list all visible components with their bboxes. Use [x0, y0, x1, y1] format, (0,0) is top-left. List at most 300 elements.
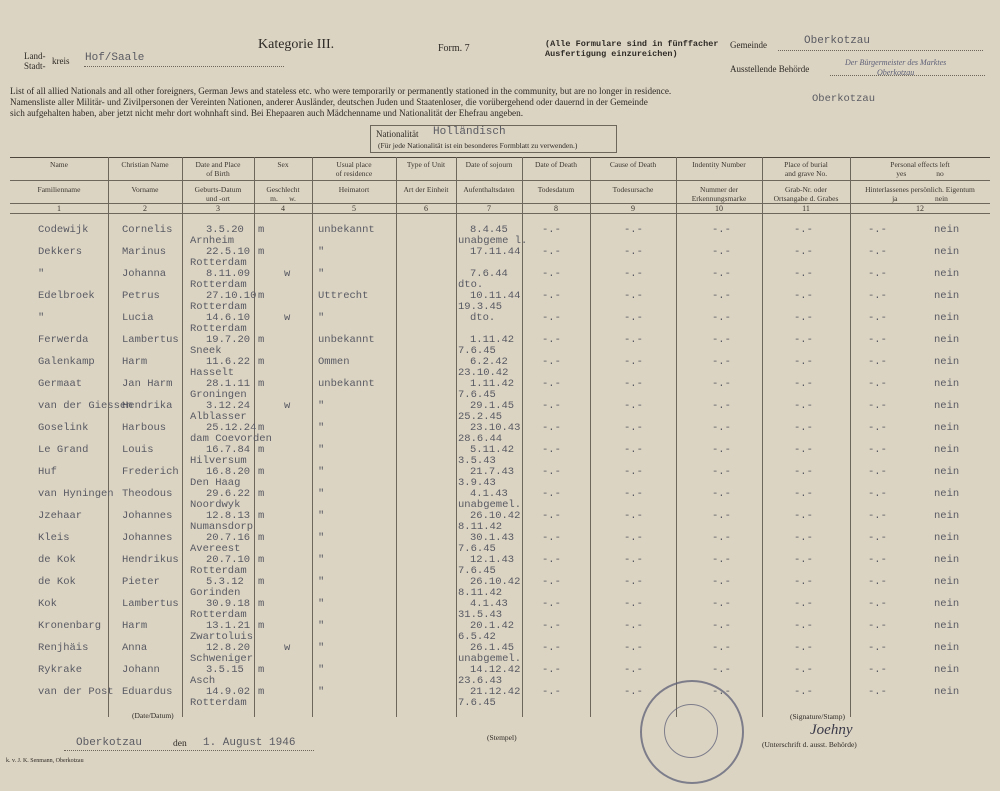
death-date: -.- [542, 422, 561, 434]
effects-no: nein [934, 356, 960, 368]
sojourn-date: 26.10.42 [470, 576, 521, 588]
death-cause: -.- [624, 510, 643, 522]
sojourn-date: 23.10.43 [470, 422, 521, 434]
sex-female: w [284, 642, 291, 654]
official-seal-icon [640, 680, 744, 784]
sojourn-date-end: dto. [458, 279, 484, 291]
column-number: 1 [57, 204, 61, 213]
first-name: Harbous [122, 422, 167, 434]
behoerde-label: Ausstellende Behörde [730, 64, 810, 74]
death-date: -.- [542, 532, 561, 544]
sojourn-date: 14.12.42 [470, 664, 521, 676]
effects-no: nein [934, 686, 960, 698]
first-name: Pieter [122, 576, 160, 588]
home-place: " [318, 312, 325, 324]
effects-no: nein [934, 576, 960, 588]
effects-yes: -.- [868, 466, 887, 478]
effects-yes: -.- [868, 576, 887, 588]
birth-date: 12.8.13 [206, 510, 251, 522]
birth-date: 3.5.20 [206, 224, 244, 236]
first-name: Lambertus [122, 334, 179, 346]
birth-place: Den Haag [190, 477, 241, 489]
column-rule [850, 157, 851, 717]
death-cause: -.- [624, 444, 643, 456]
sojourn-date-end: 7.6.45 [458, 389, 496, 401]
column-rule [108, 157, 109, 717]
birth-place: dam Coevorden [190, 433, 272, 445]
effects-no: nein [934, 554, 960, 566]
grave-place: -.- [794, 554, 813, 566]
sojourn-date: 8.4.45 [470, 224, 508, 236]
identity-number: -.- [712, 246, 731, 258]
effects-no: nein [934, 334, 960, 346]
home-place: " [318, 554, 325, 566]
birth-place: Rotterdam [190, 565, 247, 577]
effects-yes: -.- [868, 554, 887, 566]
gemeinde-label: Gemeinde [730, 40, 767, 50]
effects-yes: -.- [868, 620, 887, 632]
first-name: Eduardus [122, 686, 173, 698]
sojourn-date: 4.1.43 [470, 598, 508, 610]
column-header-en: Date and Place of Birth [195, 160, 241, 178]
effects-no: nein [934, 664, 960, 676]
column-header-de: Aufenthaltsdaten [463, 185, 515, 194]
home-place: " [318, 400, 325, 412]
sojourn-date-end: 8.11.42 [458, 521, 503, 533]
column-header-en: Personal effects left yes no [890, 160, 950, 178]
column-number: 2 [143, 204, 147, 213]
column-header-en: Place of burial and grave No. [784, 160, 828, 178]
sojourn-date: 5.11.42 [470, 444, 515, 456]
birth-date: 19.7.20 [206, 334, 251, 346]
birth-place: Rotterdam [190, 697, 247, 709]
effects-no: nein [934, 642, 960, 654]
death-date: -.- [542, 246, 561, 258]
birth-place: Rotterdam [190, 279, 247, 291]
grave-place: -.- [794, 224, 813, 236]
sojourn-date-end: 23.10.42 [458, 367, 509, 379]
column-number: 9 [631, 204, 635, 213]
sex-male: m [258, 510, 265, 522]
birth-date: 11.6.22 [206, 356, 251, 368]
birth-place: Zwartoluis [190, 631, 254, 643]
first-name: Cornelis [122, 224, 173, 236]
sojourn-date: 4.1.43 [470, 488, 508, 500]
grave-place: -.- [794, 400, 813, 412]
identity-number: -.- [712, 620, 731, 632]
sojourn-date-end: 19.3.45 [458, 301, 503, 313]
sojourn-date-end: unabgemel. [458, 499, 522, 511]
signature-de-label: (Unterschrift d. ausst. Behörde) [762, 740, 857, 749]
grave-place: -.- [794, 642, 813, 654]
sojourn-date: 26.1.45 [470, 642, 515, 654]
column-number: 12 [916, 204, 924, 213]
first-name: Petrus [122, 290, 160, 302]
identity-number: -.- [712, 444, 731, 456]
death-date: -.- [542, 642, 561, 654]
death-date: -.- [542, 488, 561, 500]
death-cause: -.- [624, 268, 643, 280]
column-header-de: Vorname [131, 185, 159, 194]
sex-male: m [258, 466, 265, 478]
identity-number: -.- [712, 598, 731, 610]
column-number: 3 [216, 204, 220, 213]
behoerde-value-2: Oberkotzau [876, 68, 915, 77]
birth-place: Rotterdam [190, 257, 247, 269]
family-name: van Hyningen [38, 488, 114, 500]
death-cause: -.- [624, 686, 643, 698]
sex-male: m [258, 224, 265, 236]
family-name: Huf [38, 466, 57, 478]
identity-number: -.- [712, 554, 731, 566]
home-place: unbekannt [318, 378, 375, 390]
death-cause: -.- [624, 312, 643, 324]
effects-no: nein [934, 224, 960, 236]
identity-number: -.- [712, 224, 731, 236]
sojourn-date: 30.1.43 [470, 532, 515, 544]
grave-place: -.- [794, 268, 813, 280]
column-header-en: Type of Unit [406, 160, 446, 169]
first-name: Harm [122, 620, 148, 632]
family-name: Jzehaar [38, 510, 83, 522]
footer-date-underline [64, 750, 314, 751]
identity-number: -.- [712, 466, 731, 478]
home-place: Uttrecht [318, 290, 369, 302]
birth-date: 29.6.22 [206, 488, 251, 500]
birth-date: 3.12.24 [206, 400, 251, 412]
sojourn-date: 21.12.42 [470, 686, 521, 698]
land-label: Land- [24, 51, 46, 61]
first-name: Louis [122, 444, 154, 456]
birth-date: 5.3.12 [206, 576, 244, 588]
sex-male: m [258, 378, 265, 390]
nationality-note: (Für jede Nationalität ist ein besonderes Formblatt zu verwenden.) [378, 141, 578, 150]
birth-date: 20.7.16 [206, 532, 251, 544]
birth-place: Schweniger [190, 653, 254, 665]
identity-number: -.- [712, 356, 731, 368]
seal-center-icon [664, 704, 718, 758]
birth-place: Sneek [190, 345, 222, 357]
grave-place: -.- [794, 312, 813, 324]
effects-no: nein [934, 378, 960, 390]
records-table [10, 157, 990, 717]
birth-place: Avereest [190, 543, 241, 555]
death-cause: -.- [624, 598, 643, 610]
column-number: 8 [554, 204, 558, 213]
effects-no: nein [934, 488, 960, 500]
effects-yes: -.- [868, 664, 887, 676]
home-place: " [318, 664, 325, 676]
column-header-de: Grab-Nr. oder Ortsangabe d. Grabes [773, 185, 839, 203]
effects-yes: -.- [868, 422, 887, 434]
death-cause: -.- [624, 334, 643, 346]
identity-number: -.- [712, 686, 731, 698]
sojourn-date-end: 6.5.42 [458, 631, 496, 643]
death-cause: -.- [624, 554, 643, 566]
intro-line-de: Namensliste aller Militär- und Zivilpersonen der Vereinten Nationen, anderer Ausländer, deutschen Juden und Staatenloser, die vorübergehend oder dauernd in der Gemeinde [10, 97, 648, 107]
family-name: de Kok [38, 554, 76, 566]
sex-male: m [258, 620, 265, 632]
intro-line-en: List of all allied Nationals and all other foreigners, German Jews and stateless etc. who were temporarily or permanently stationed in the community, but are no longer in residence. [10, 86, 672, 96]
first-name: Lucia [122, 312, 154, 324]
column-rule [590, 157, 591, 717]
effects-yes: -.- [868, 334, 887, 346]
sex-female: w [284, 400, 291, 412]
sojourn-date-end: 3.5.43 [458, 455, 496, 467]
effects-yes: -.- [868, 598, 887, 610]
death-cause: -.- [624, 664, 643, 676]
sojourn-date-end: 8.11.42 [458, 587, 503, 599]
column-header-de: Todesdatum [537, 185, 575, 194]
effects-no: nein [934, 444, 960, 456]
sex-female: w [284, 268, 291, 280]
intro-line-de-2: sich aufgehalten haben, aber jetzt nicht mehr dort wohnhaft sind. Bei Ehepaaren auch Mädchenname und Nationalität der Ehefrau angeben. [10, 108, 524, 118]
sex-male: m [258, 488, 265, 500]
effects-yes: -.- [868, 356, 887, 368]
first-name: Hendrikus [122, 554, 179, 566]
effects-yes: -.- [868, 510, 887, 522]
grave-place: -.- [794, 422, 813, 434]
column-number: 7 [487, 204, 491, 213]
death-date: -.- [542, 400, 561, 412]
sojourn-date: 26.10.42 [470, 510, 521, 522]
column-header-en: Cause of Death [609, 160, 657, 169]
column-header-de: Heimatort [338, 185, 370, 194]
sojourn-date-end: 7.6.45 [458, 565, 496, 577]
footer-den: den [173, 739, 187, 749]
sex-male: m [258, 532, 265, 544]
sojourn-date: 6.2.42 [470, 356, 508, 368]
sex-male: m [258, 290, 265, 302]
identity-number: -.- [712, 422, 731, 434]
first-name: Johanna [122, 268, 167, 280]
grave-place: -.- [794, 290, 813, 302]
stempel-label: (Stempel) [487, 733, 517, 742]
signature: Joehny [810, 722, 853, 738]
column-rule [182, 157, 183, 717]
identity-number: -.- [712, 400, 731, 412]
column-header-de: Geschlecht m. w. [266, 185, 300, 203]
identity-number: -.- [712, 312, 731, 324]
birth-date: 25.12.24 [206, 422, 257, 434]
landkreis-label [24, 51, 46, 71]
nationality-value: Holländisch [433, 126, 506, 138]
birth-date: 30.9.18 [206, 598, 251, 610]
sojourn-date-end: 25.2.45 [458, 411, 503, 423]
death-date: -.- [542, 510, 561, 522]
death-date: -.- [542, 334, 561, 346]
sex-male: m [258, 554, 265, 566]
identity-number: -.- [712, 664, 731, 676]
table-top-rule [10, 157, 990, 158]
family-name: Codewijk [38, 224, 89, 236]
birth-date: 20.7.10 [206, 554, 251, 566]
family-name: Goselink [38, 422, 89, 434]
effects-no: nein [934, 422, 960, 434]
effects-yes: -.- [868, 532, 887, 544]
death-date: -.- [542, 598, 561, 610]
sex-male: m [258, 664, 265, 676]
grave-place: -.- [794, 356, 813, 368]
death-date: -.- [542, 378, 561, 390]
effects-no: nein [934, 620, 960, 632]
home-place: " [318, 444, 325, 456]
gemeinde-underline [778, 50, 983, 51]
death-date: -.- [542, 686, 561, 698]
effects-yes: -.- [868, 686, 887, 698]
death-date: -.- [542, 356, 561, 368]
sex-male: m [258, 334, 265, 346]
column-number: 4 [281, 204, 285, 213]
grave-place: -.- [794, 466, 813, 478]
column-number: 5 [352, 204, 356, 213]
identity-number: -.- [712, 290, 731, 302]
birth-place: Rotterdam [190, 609, 247, 621]
effects-yes: -.- [868, 246, 887, 258]
sojourn-date: 17.11.44 [470, 246, 521, 258]
death-cause: -.- [624, 378, 643, 390]
grave-place: -.- [794, 664, 813, 676]
effects-no: nein [934, 312, 960, 324]
column-rule [456, 157, 457, 717]
column-header-de: Todesursache [612, 185, 654, 194]
home-place: " [318, 532, 325, 544]
intro-gemeinde-value: Oberkotzau [812, 93, 876, 105]
sex-male: m [258, 598, 265, 610]
sex-male: m [258, 444, 265, 456]
effects-no: nein [934, 268, 960, 280]
sojourn-date-end: 7.6.45 [458, 543, 496, 555]
column-rule [312, 157, 313, 717]
sojourn-date: 7.6.44 [470, 268, 508, 280]
birth-date: 8.11.09 [206, 268, 251, 280]
effects-yes: -.- [868, 268, 887, 280]
death-cause: -.- [624, 356, 643, 368]
death-date: -.- [542, 554, 561, 566]
effects-yes: -.- [868, 444, 887, 456]
sojourn-date: 1.11.42 [470, 378, 515, 390]
death-date: -.- [542, 664, 561, 676]
column-number: 10 [715, 204, 723, 213]
birth-place: Asch [190, 675, 216, 687]
column-header-en: Indentity Number [692, 160, 746, 169]
grave-place: -.- [794, 686, 813, 698]
column-header-de: Nummer der Erkennungsmarke [691, 185, 747, 203]
family-name: Kleis [38, 532, 70, 544]
sojourn-date: 21.7.43 [470, 466, 515, 478]
gemeinde-value: Oberkotzau [804, 35, 871, 47]
death-date: -.- [542, 224, 561, 236]
birth-date: 3.5.15 [206, 664, 244, 676]
birth-place: Numansdorp [190, 521, 254, 533]
birth-date: 16.8.20 [206, 466, 251, 478]
family-name: van der Post [38, 686, 114, 698]
death-cause: -.- [624, 466, 643, 478]
birth-date: 16.7.84 [206, 444, 251, 456]
stadt-label: Stadt- [24, 61, 46, 71]
sex-female: w [284, 312, 291, 324]
death-date: -.- [542, 466, 561, 478]
death-cause: -.- [624, 422, 643, 434]
effects-no: nein [934, 400, 960, 412]
first-name: Frederich [122, 466, 179, 478]
grave-place: -.- [794, 488, 813, 500]
effects-yes: -.- [868, 400, 887, 412]
column-header-en: Name [50, 160, 68, 169]
grave-place: -.- [794, 246, 813, 258]
sex-male: m [258, 246, 265, 258]
sojourn-date-end: 31.5.43 [458, 609, 503, 621]
home-place: " [318, 422, 325, 434]
birth-date: 14.9.02 [206, 686, 251, 698]
birth-place: Arnheim [190, 235, 235, 247]
sex-male: m [258, 422, 265, 434]
sex-male: m [258, 356, 265, 368]
column-number: 6 [424, 204, 428, 213]
first-name: Harm [122, 356, 148, 368]
home-place: " [318, 598, 325, 610]
death-date: -.- [542, 268, 561, 280]
sojourn-date-end: 23.6.43 [458, 675, 503, 687]
identity-number: -.- [712, 642, 731, 654]
birth-date: 27.10.10 [206, 290, 257, 302]
birth-place: Hasselt [190, 367, 235, 379]
grave-place: -.- [794, 334, 813, 346]
column-header-de: Hinterlassenes persönlich. Eigentum ja nein [865, 185, 975, 203]
family-name: Kok [38, 598, 57, 610]
sojourn-date: 10.11.44 [470, 290, 521, 302]
effects-no: nein [934, 290, 960, 302]
family-name: Germaat [38, 378, 83, 390]
identity-number: -.- [712, 510, 731, 522]
family-name: Ferwerda [38, 334, 89, 346]
first-name: Hendrika [122, 400, 173, 412]
effects-yes: -.- [868, 312, 887, 324]
first-name: Theodous [122, 488, 173, 500]
family-name: Le Grand [38, 444, 89, 456]
birth-place: Alblasser [190, 411, 247, 423]
family-name: Renjhäis [38, 642, 89, 654]
sojourn-date-end: unabgemel. [458, 653, 522, 665]
effects-yes: -.- [868, 378, 887, 390]
behoerde-underline [830, 75, 985, 76]
sojourn-date-end: 7.6.45 [458, 697, 496, 709]
nationality-label: Nationalität [376, 129, 419, 139]
effects-no: nein [934, 532, 960, 544]
column-rule [762, 157, 763, 717]
column-header-en: Date of sojourn [465, 160, 513, 169]
sojourn-date-end: 28.6.44 [458, 433, 503, 445]
identity-number: -.- [712, 576, 731, 588]
first-name: Johannes [122, 510, 173, 522]
death-date: -.- [542, 576, 561, 588]
home-place: " [318, 642, 325, 654]
family-name: " [38, 268, 45, 280]
first-name: Johann [122, 664, 160, 676]
home-place: " [318, 686, 325, 698]
first-name: Anna [122, 642, 148, 654]
date-label: (Date/Datum) [132, 711, 174, 720]
grave-place: -.- [794, 532, 813, 544]
home-place: " [318, 466, 325, 478]
kreis-underline [84, 66, 284, 67]
home-place: unbekannt [318, 334, 375, 346]
first-name: Lambertus [122, 598, 179, 610]
effects-no: nein [934, 510, 960, 522]
birth-date: 13.1.21 [206, 620, 251, 632]
home-place: " [318, 510, 325, 522]
home-place: Ommen [318, 356, 350, 368]
